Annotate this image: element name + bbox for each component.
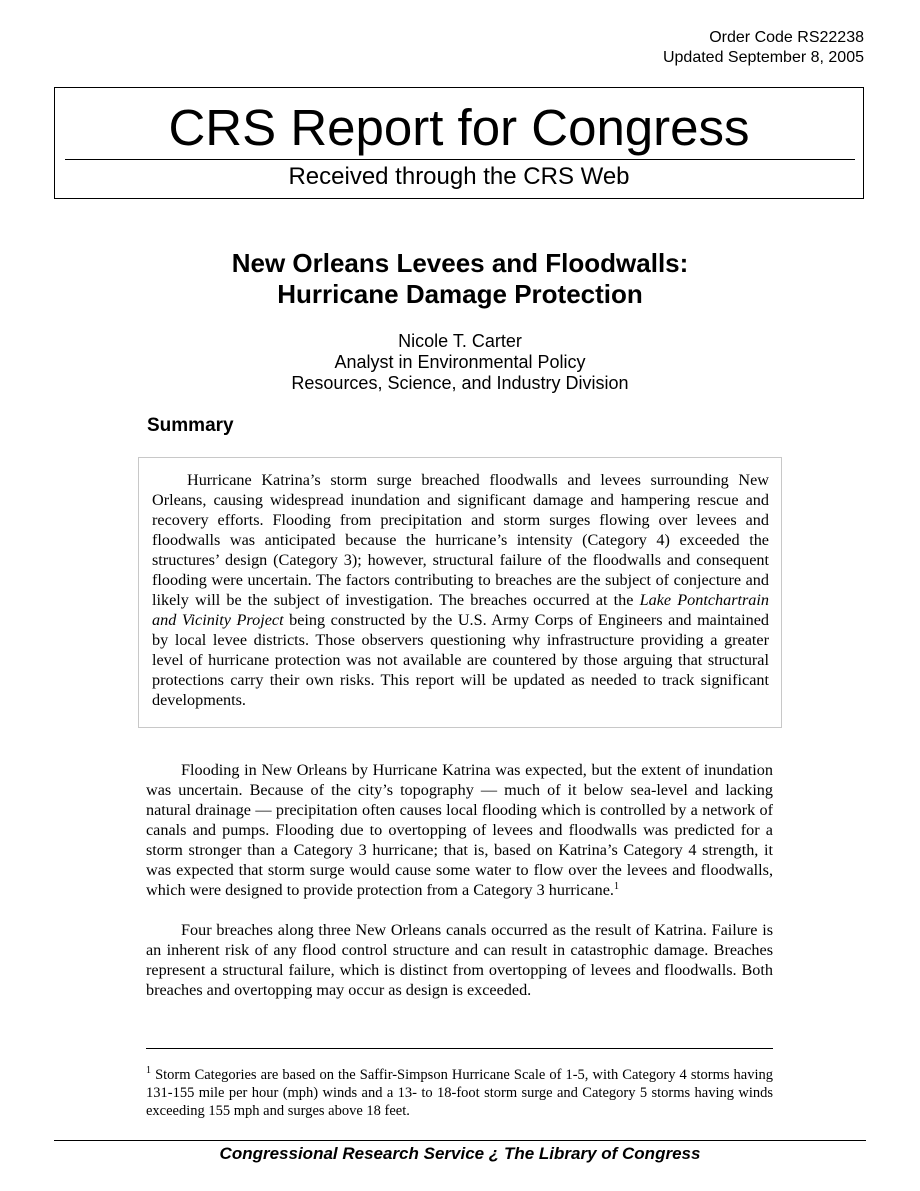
author-name: Nicole T. Carter	[398, 331, 522, 351]
author-title: Analyst in Environmental Policy	[334, 352, 586, 372]
body-paragraph-1	[146, 760, 773, 900]
footnote-text: Storm Categories are based on the Saffir-Simpson Hurricane Scale of 1-5, with Category 4 storms having 131-155 mile per hour (mph) winds and a 13- to 18-foot storm surge and Category 5 storms having winds exceeding 155 mph and surges above 18 feet.	[146, 1067, 774, 1119]
order-info	[663, 28, 864, 68]
project-name-italic: Lake Pontchartrain and Vicinity Project	[152, 591, 769, 629]
masthead-subtitle: Received through the CRS Web	[288, 163, 630, 190]
summary-text-part2: being constructed by the U.S. Army Corps of Engineers and maintained by local levee districts. Those observers questioning why infrastructure providing a greater level of hurricane protection was not available are countered by those arguing that structural protections carry their own risks. This report will be updated as needed to track significant developments.	[152, 611, 769, 709]
page-footer: Congressional Research Service ¿ The Library of Congress	[219, 1144, 701, 1163]
author-block	[0, 331, 920, 394]
document-title	[0, 248, 920, 310]
body-paragraph-1-text: Flooding in New Orleans by Hurricane Katrina was expected, but the extent of inundation was uncertain. Because of the city’s topography — much of it below sea-level and lacking natural drainage — precipitation often causes local flooding which is controlled by a network of canals and pumps. Flooding due to overtopping of levees and floodwalls was predicted for a storm stronger than a Category 3 hurricane; that is, based on Katrina’s Category 4 strength, it was expected that storm surge would cause some water to flow over the levees and floodwalls, which were designed to provide protection from a Category 3 hurricane.	[146, 761, 773, 899]
body-paragraph-2: Four breaches along three New Orleans canals occurred as the result of Katrina. Failure is an inherent risk of any flood control structure and can result in catastrophic damage. Breaches represent a structural failure, which is distinct from overtopping of levees and floodwalls. Both breaches and overtopping may occur as design is exceeded.	[146, 921, 773, 999]
summary-paragraph	[152, 470, 769, 710]
footnote	[146, 1066, 773, 1120]
report-masthead	[54, 87, 864, 199]
footnote-number: 1	[146, 1065, 151, 1076]
updated-date: Updated September 8, 2005	[662, 49, 864, 66]
summary-text-part1: Hurricane Katrina’s storm surge breached floodwalls and levees surrounding New Orleans, causing widespread inundation and significant damage and hampering rescue and recovery efforts. Flooding from precipitation and storm surges flowing over levees and floodwalls was anticipated because the hurricane’s intensity (Category 4) exceeded the structures’ design (Category 3); however, structural failure of the floodwalls and consequent flooding were uncertain. The factors contributing to breaches are the subject of conjecture and likely will be the subject of investigation. The breaches occurred at the	[152, 471, 769, 609]
masthead-title: CRS Report for Congress	[168, 99, 750, 156]
summary-box	[138, 457, 782, 728]
author-division: Resources, Science, and Industry Division	[291, 373, 629, 393]
document-title-line2: Hurricane Damage Protection	[277, 279, 643, 309]
document-title-line1: New Orleans Levees and Floodwalls:	[231, 248, 689, 278]
footnote-divider	[146, 1048, 773, 1049]
footer-divider	[54, 1140, 866, 1141]
body-text	[146, 760, 773, 1020]
summary-heading: Summary	[147, 415, 234, 436]
masthead-divider	[65, 159, 855, 160]
order-code: Order Code RS22238	[709, 29, 864, 46]
footnote-reference[interactable]: 1	[613, 881, 619, 892]
